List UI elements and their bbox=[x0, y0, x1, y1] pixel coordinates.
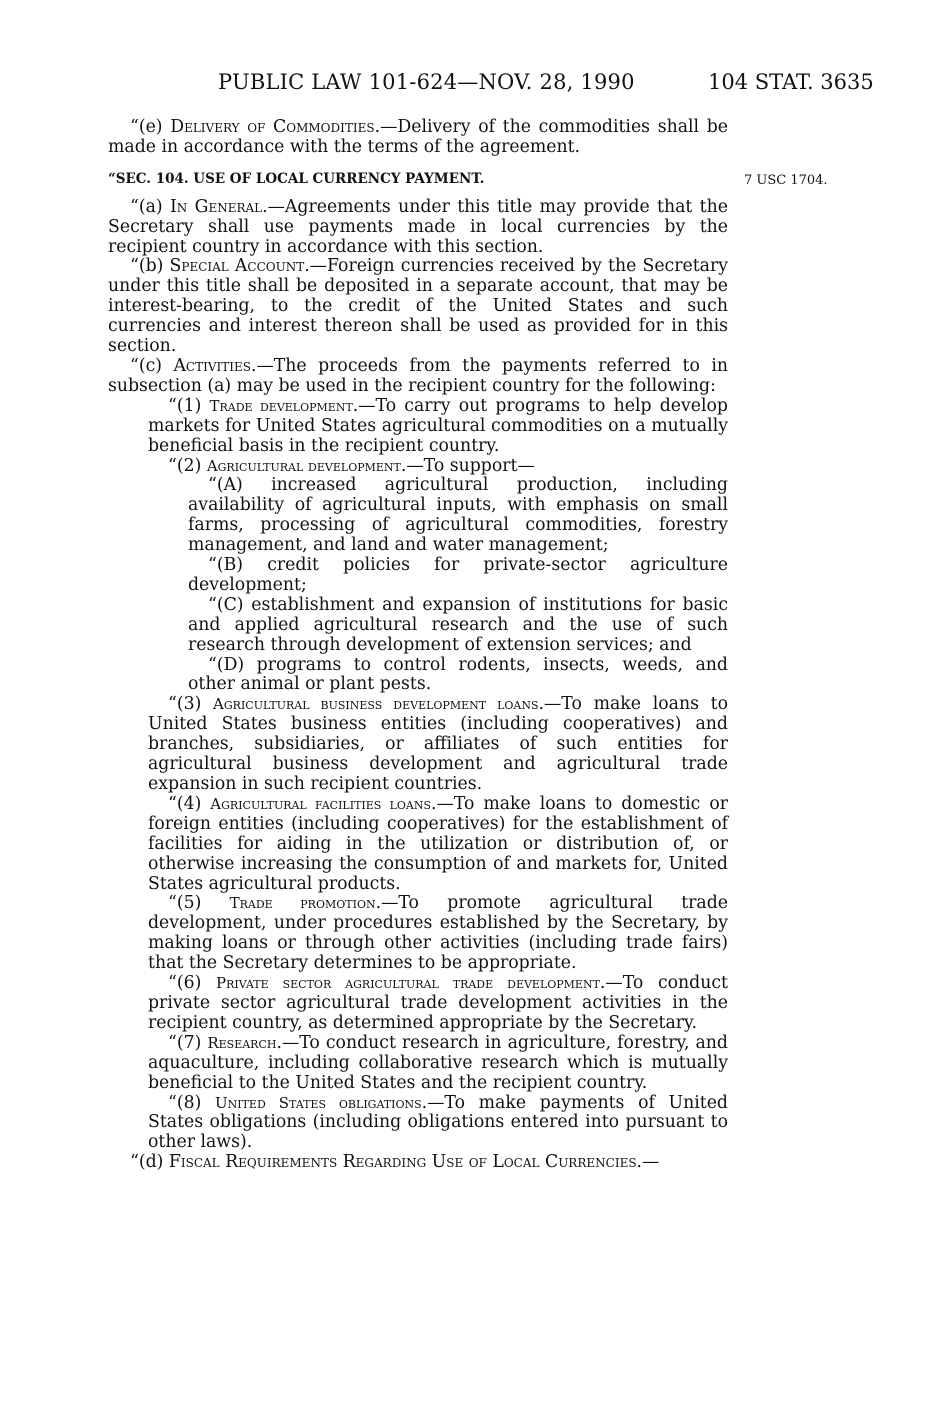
paragraph-c-8: “(8) United States obligations.—To make payments of United States obligations (including obligations entered into pursuant to other laws). bbox=[148, 1092, 728, 1153]
paragraph-a: “(a) In General.—Agreements under this title may provide that the Secretary shall use payments made in local currencies by the recipient country in accordance with this section. bbox=[108, 196, 728, 257]
paragraph-e: “(e) Delivery of Commodities.—Delivery of the commodities shall be made in accordance with the terms of the agreement. bbox=[108, 117, 729, 157]
paragraph-b: “(b) Special Account.—Foreign currencies received by the Secretary under this title shall be deposited in a separate account, that may be interest-bearing, to the credit of the United States and such currencies and interest thereon shall be used as provided for in this section. bbox=[108, 256, 728, 357]
document-body bbox=[108, 118, 728, 1173]
paragraph-c-2-B: “(B) credit policies for private-sector agriculture development; bbox=[188, 555, 728, 595]
paragraph-c-2-C: “(C) establishment and expansion of institutions for basic and applied agricultural research and the use of such research through development of extension services; and bbox=[188, 594, 728, 655]
paragraph-c-6: “(6) Private sector agricultural trade development.—To conduct private sector agricultural trade development activities in the recipient country, as determined appropriate by the Secretary. bbox=[148, 973, 729, 1033]
paragraph-c-3: “(3) Agricultural business development loans.—To make loans to United States business entities (including cooperatives) and branches, subsidiaries, or affiliates of such entities for agricultural business development and agricultural trade expansion in such recipient countries. bbox=[148, 694, 729, 794]
paragraph-c-2: “(2) Agricultural development.—To support— bbox=[168, 455, 535, 476]
paragraph-c-1: “(1) Trade development.—To carry out programs to help develop markets for United States agricultural commodities on a mutually beneficial basis in the recipient country. bbox=[148, 395, 728, 456]
paragraph-c-7: “(7) Research.—To conduct research in agriculture, forestry, and aquaculture, including collaborative research which is mutually beneficial to the United States and the recipient country. bbox=[148, 1032, 728, 1093]
paragraph-c-2-A: “(A) increased agricultural production, including availability of agricultural inputs, with emphasis on small farms, processing of agricultural commodities, forestry management, and land and water management; bbox=[188, 475, 728, 556]
section-heading: “SEC. 104. USE OF LOCAL CURRENCY PAYMENT. bbox=[108, 170, 485, 187]
paragraph-c-4: “(4) Agricultural facilities loans.—To make loans to domestic or foreign entities (including cooperatives) for the establishment of facilities for aiding in the utilization or distribution of, or otherwise increasing the consumption of and markets for, United States agricultural products. bbox=[148, 793, 728, 894]
running-header-page-number: 104 STAT. 3635 bbox=[708, 70, 874, 94]
paragraph-c: “(c) Activities.—The proceeds from the payments referred to in subsection (a) may be used in the recipient country for the following: bbox=[108, 355, 728, 396]
paragraph-c-2-D: “(D) programs to control rodents, insects, weeds, and other animal or plant pests. bbox=[188, 654, 728, 695]
paragraph-d: “(d) Fiscal Requirements Regarding Use of Local Currencies.— bbox=[130, 1152, 660, 1173]
running-header-left: PUBLIC LAW 101-624—NOV. 28, 1990 bbox=[218, 70, 635, 94]
margin-citation: 7 USC 1704. bbox=[744, 173, 828, 188]
paragraph-c-5: “(5) Trade promotion.—To promote agricultural trade development, under procedures established by the Secretary, by making loans or through other activities (including trade fairs) that the Secretary determines to be appropriate. bbox=[148, 893, 729, 974]
